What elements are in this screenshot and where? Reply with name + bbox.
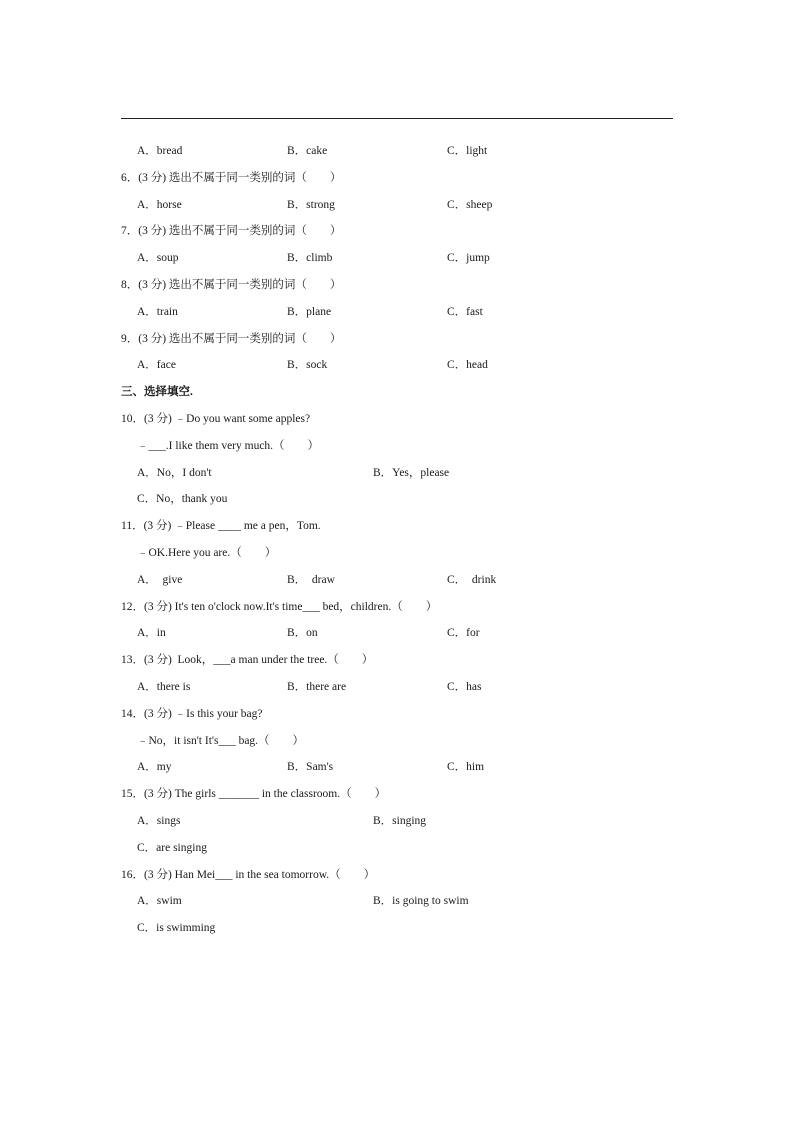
option-a: A．train [137, 305, 178, 318]
option-b: B．on [287, 627, 318, 640]
question-dialogue-line: ﹣___.I like them very much.（ ） [137, 439, 320, 452]
question-dialogue-line: ﹣OK.Here you are.（ ） [137, 546, 277, 559]
option-b: B．climb [287, 252, 333, 265]
option-c: C．fast [447, 305, 483, 318]
option-row [121, 195, 681, 222]
question-stem: 6．(3 分) 选出不属于同一类别的词（ ） [121, 171, 342, 184]
option-a: A．face [137, 359, 176, 372]
option-c: C．for [447, 627, 480, 640]
option-row [121, 570, 681, 597]
option-b: B．strong [287, 198, 335, 211]
option-row [121, 355, 681, 382]
option-a: A．sings [137, 814, 181, 827]
option-c: C．are singing [137, 841, 207, 854]
question-stem: 9．(3 分) 选出不属于同一类别的词（ ） [121, 332, 342, 345]
question-stem: 13．(3 分) Look，___a man under the tree.（ ） [121, 654, 374, 667]
question-stem: 11．(3 分) ﹣Please ____ me a pen，Tom. [121, 520, 321, 533]
option-c: C．light [447, 145, 488, 157]
option-a: A．in [137, 627, 166, 640]
option-a: A．bread [137, 145, 183, 157]
option-a: A．my [137, 761, 172, 774]
option-b: B．Yes，please [373, 466, 450, 479]
option-c: C．No，thank you [137, 493, 228, 506]
option-row [121, 623, 681, 650]
option-c: C．him [447, 761, 485, 774]
option-row [121, 891, 681, 918]
option-a: A．No，I don't [137, 466, 212, 479]
option-b: B．there are [287, 680, 347, 693]
option-a: A．soup [137, 252, 179, 265]
question-list [121, 141, 681, 945]
option-row [121, 463, 681, 490]
option-b: B．singing [373, 814, 427, 827]
option-b: B．Sam's [287, 761, 334, 774]
option-row [121, 302, 681, 329]
option-row [121, 757, 681, 784]
option-b: B．cake [287, 145, 328, 157]
header-rule [121, 118, 673, 119]
option-b: B．is going to swim [373, 895, 469, 908]
section-title: 三、选择填空. [121, 386, 193, 399]
question-stem: 10．(3 分) ﹣Do you want some apples? [121, 412, 311, 425]
option-row [121, 248, 681, 275]
question-stem: 15．(3 分) The girls _______ in the classroom.（ ） [121, 788, 387, 801]
option-a: A． give [137, 573, 183, 586]
option-c: C．jump [447, 252, 490, 265]
question-stem: 14．(3 分) ﹣Is this your bag? [121, 707, 263, 720]
question-stem: 16．(3 分) Han Mei___ in the sea tomorrow.（ ） [121, 868, 376, 881]
option-b: B． draw [287, 573, 335, 586]
option-a: A．there is [137, 680, 191, 693]
option-b: B．sock [287, 359, 328, 372]
option-c: C．sheep [447, 198, 493, 211]
question-dialogue-line: ﹣No，it isn't It's___ bag.（ ） [137, 734, 305, 747]
question-stem: 12．(3 分) It's ten o'clock now.It's time___ bed，children.（ ） [121, 600, 438, 613]
option-row [121, 141, 681, 168]
option-row [121, 811, 681, 838]
option-row [121, 677, 681, 704]
option-c: C． drink [447, 573, 497, 586]
question-stem: 7．(3 分) 选出不属于同一类别的词（ ） [121, 225, 342, 238]
option-b: B．plane [287, 305, 332, 318]
option-a: A．horse [137, 198, 182, 211]
option-c: C．is swimming [137, 922, 216, 935]
question-stem: 8．(3 分) 选出不属于同一类别的词（ ） [121, 278, 342, 291]
option-c: C．head [447, 359, 488, 372]
option-c: C．has [447, 680, 482, 693]
option-a: A．swim [137, 895, 182, 908]
